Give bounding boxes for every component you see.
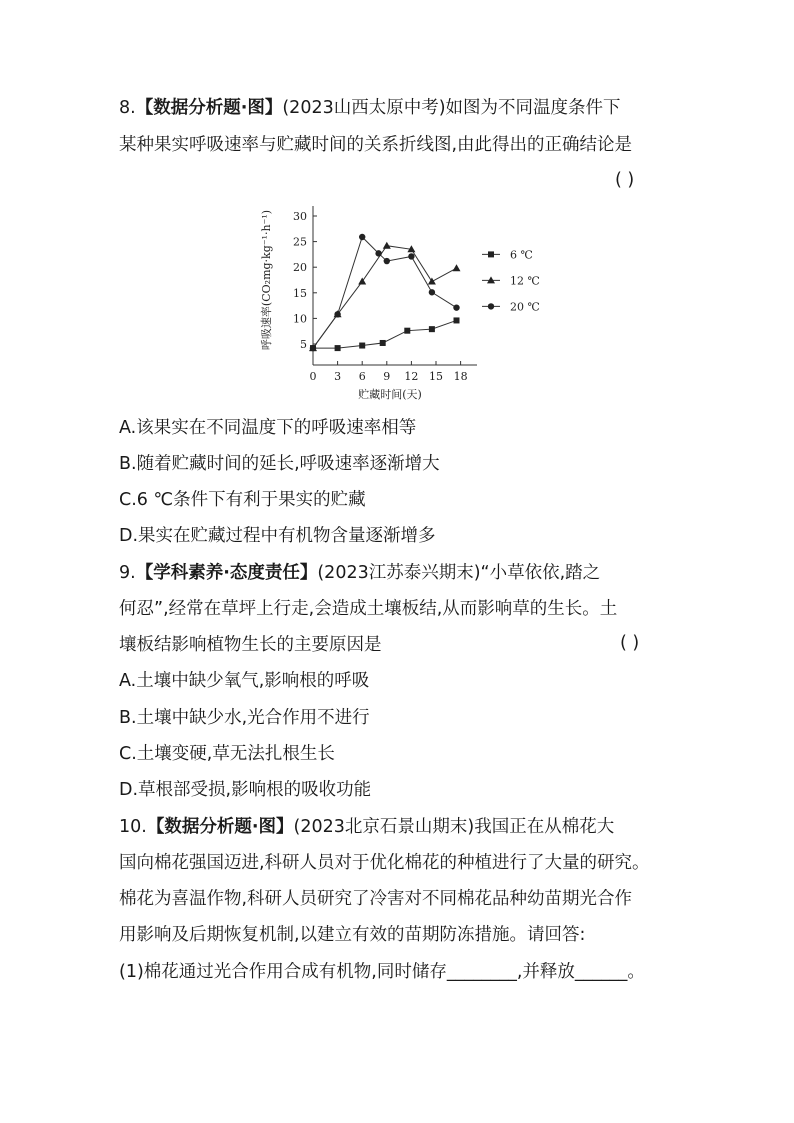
legend-label: 12 ℃ xyxy=(510,274,540,288)
chart-legend xyxy=(482,248,540,313)
q10-intro: (2023北京石景山期末)我国正在从棉花大 xyxy=(293,817,615,837)
q9-option-d: D.草根部受损,影响根的吸收功能 xyxy=(119,780,372,800)
legend-label: 20 ℃ xyxy=(510,300,540,314)
q10-line1 xyxy=(119,815,614,839)
q10-tag: 【数据分析题·图】 xyxy=(146,817,294,837)
x-tick-label: 18 xyxy=(453,370,468,383)
q10-line5: (1)棉花通过光合作用合成有机物,同时储存________,并释放______。 xyxy=(119,962,645,982)
x-tick-label: 9 xyxy=(383,370,391,383)
q8-intro: (2023山西太原中考)如图为不同温度条件下 xyxy=(282,98,621,118)
q9-tag: 【学科素养·态度责任】 xyxy=(135,563,318,583)
x-tick-label: 3 xyxy=(334,370,342,383)
q9-number: 9. xyxy=(119,563,136,583)
y-axis-title: 呼吸速率(CO₂mg·kg⁻¹·h⁻¹) xyxy=(260,209,273,351)
q8-answer-paren: ( ) xyxy=(615,170,635,190)
y-tick-label: 5 xyxy=(300,338,307,351)
data-point-circle xyxy=(429,289,435,295)
data-point-triangle xyxy=(487,276,495,283)
data-point-square xyxy=(380,340,386,346)
q9-line1 xyxy=(119,561,600,585)
x-axis-title: 贮藏时间(天) xyxy=(358,388,422,401)
chart-series xyxy=(309,234,461,352)
q8-line1 xyxy=(119,96,621,120)
q9-line2: 何忍”,经常在草坪上行走,会造成土壤板结,从而影响草的生长。土 xyxy=(119,599,618,619)
q9-line3: 壤板结影响植物生长的主要原因是 xyxy=(119,635,382,655)
x-tick-label: 0 xyxy=(309,370,317,383)
q8-line2: 某种果实呼吸速率与贮藏时间的关系折线图,由此得出的正确结论是 xyxy=(119,135,633,155)
data-point-circle xyxy=(375,250,381,256)
q9-intro: (2023江苏泰兴期末)“小草依依,踏之 xyxy=(317,563,601,583)
data-point-circle xyxy=(310,345,316,351)
data-point-circle xyxy=(384,258,390,264)
data-point-square xyxy=(429,326,435,332)
q10-line4: 用影响及后期恢复机制,以建立有效的苗期防冻措施。请回答: xyxy=(119,925,586,945)
data-point-triangle xyxy=(428,278,436,285)
data-point-circle xyxy=(408,253,414,259)
q8-option-d: D.果实在贮藏过程中有机物含量逐渐增多 xyxy=(119,526,436,546)
data-point-circle xyxy=(359,234,365,240)
y-tick-label: 10 xyxy=(293,312,307,326)
q8-option-b: B.随着贮藏时间的延长,呼吸速率逐渐增大 xyxy=(119,454,440,474)
y-tick-label: 30 xyxy=(293,210,307,223)
y-tick-label: 20 xyxy=(293,261,307,275)
legend-label: 6 ℃ xyxy=(510,248,533,262)
y-tick-label: 15 xyxy=(293,286,307,300)
q9-option-a: A.土壤中缺少氧气,影响根的呼吸 xyxy=(119,671,370,691)
q10-number: 10. xyxy=(119,817,147,837)
data-point-circle xyxy=(488,303,494,309)
data-point-square xyxy=(454,317,460,323)
chart-axes xyxy=(259,206,477,401)
y-tick-label: 25 xyxy=(293,235,307,249)
x-tick-label: 12 xyxy=(404,370,419,383)
q8-option-c: C.6 ℃条件下有利于果实的贮藏 xyxy=(119,490,366,510)
q9-answer-paren: ( ) xyxy=(620,633,640,653)
data-point-square xyxy=(359,343,365,349)
data-point-square xyxy=(488,251,494,257)
data-point-triangle xyxy=(453,264,461,271)
data-point-square xyxy=(404,328,410,334)
data-point-circle xyxy=(334,311,340,317)
q8-tag: 【数据分析题·图】 xyxy=(135,98,283,118)
x-tick-label: 15 xyxy=(429,370,443,383)
q10-line2: 国向棉花强国迈进,科研人员对于优化棉花的种植进行了大量的研究。 xyxy=(119,853,650,873)
q10-line3: 棉花为喜温作物,科研人员研究了冷害对不同棉花品种幼苗期光合作 xyxy=(119,889,633,909)
q9-option-c: C.土壤变硬,草无法扎根生长 xyxy=(119,744,335,764)
q8-option-a: A.该果实在不同温度下的呼吸速率相等 xyxy=(119,418,417,438)
data-point-circle xyxy=(453,304,459,310)
data-point-triangle xyxy=(383,242,391,249)
q9-option-b: B.土壤中缺少水,光合作用不进行 xyxy=(119,708,370,728)
q8-number: 8. xyxy=(119,98,136,118)
data-point-triangle xyxy=(358,278,366,285)
respiration-rate-chart xyxy=(250,200,550,405)
data-point-square xyxy=(335,345,341,351)
x-tick-label: 6 xyxy=(358,370,366,383)
